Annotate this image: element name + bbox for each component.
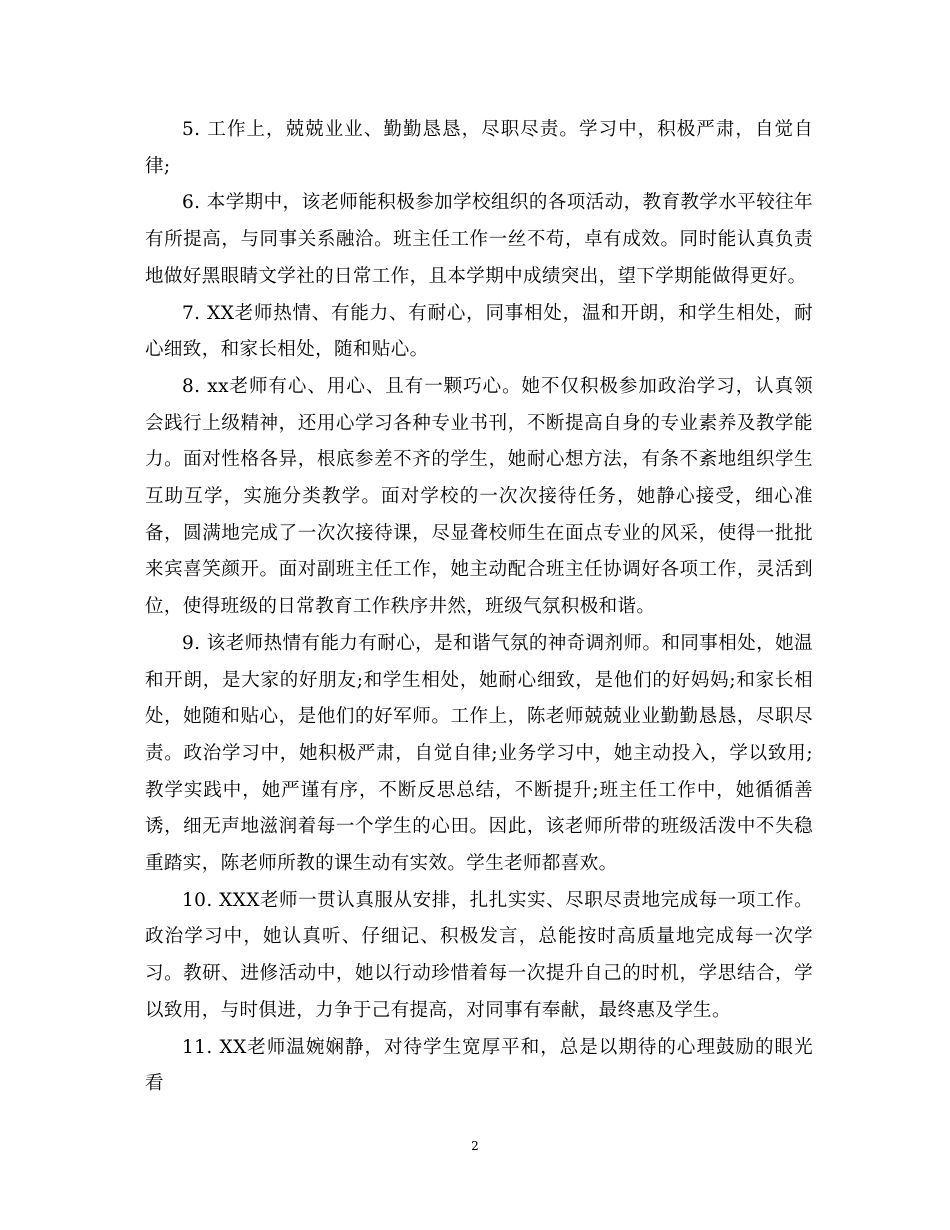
paragraph-item-10: 10. XXX老师一贯认真服从安排，扎扎实实、尽职尽责地完成每一项工作。政治学习中，她认真听、仔细记、积极发言，总能按时高质量地完成每一次学习。教研、进修活动中，她以行动珍惜着每一次提升自己的时机，学思结合，学以致用，与时俱进，力争于己有提高，对同事有奉献，最终惠及学生。 xyxy=(145,889,813,1021)
paragraph-item-7: 7. XX老师热情、有能力、有耐心，同事相处，温和开朗，和学生相处，耐心细致，和家长相处，随和贴心。 xyxy=(145,302,813,361)
paragraph-item-9: 9. 该老师热情有能力有耐心，是和谐气氛的神奇调剂师。和同事相处，她温和开朗，是大家的好朋友;和学生相处，她耐心细致，是他们的好妈妈;和家长相处，她随和贴心，是他们的好军师。工作上，陈老师兢兢业业勤勤恳恳，尽职尽责。政治学习中，她积极严肃，自觉自律;业务学习中，她主动投入，学以致用;教学实践中，她严谨有序，不断反思总结，不断提升;班主任工作中，她循循善诱，细无声地滋润着每一个学生的心田。因此，该老师所带的班级活泼中不失稳重踏实，陈老师所教的课生动有实效。学生老师都喜欢。 xyxy=(145,632,813,875)
page-number: 2 xyxy=(471,1139,479,1153)
paragraph-item-8: 8. xx老师有心、用心、且有一颗巧心。她不仅积极参加政治学习，认真领会践行上级精神，还用心学习各种专业书刊，不断提高自身的专业素养及教学能力。面对性格各异，根底参差不齐的学生，她耐心想方法，有条不紊地组织学生互助互学，实施分类教学。面对学校的一次次接待任务，她静心接受，细心准备，圆满地完成了一次次接待课，尽显聋校师生在面点专业的风采，使得一批批来宾喜笑颜开。面对副班主任工作，她主动配合班主任协调好各项工作，灵活到位，使得班级的日常教育工作秩序井然，班级气氛积极和谐。 xyxy=(145,375,813,618)
paragraph-item-5: 5. 工作上，兢兢业业、勤勤恳恳，尽职尽责。学习中，积极严肃，自觉自律; xyxy=(145,119,813,177)
document-body xyxy=(145,112,813,1103)
paragraph-item-6: 6. 本学期中，该老师能积极参加学校组织的各项活动，教育教学水平较往年有所提高，与同事关系融洽。班主任工作一丝不苟，卓有成效。同时能认真负责地做好黑眼睛文学社的日常工作，且本学期中成绩突出，望下学期能做得更好。 xyxy=(145,192,813,287)
paragraph-item-11: 11. XX老师温婉娴静，对待学生宽厚平和，总是以期待的心理鼓励的眼光看 xyxy=(145,1036,813,1095)
